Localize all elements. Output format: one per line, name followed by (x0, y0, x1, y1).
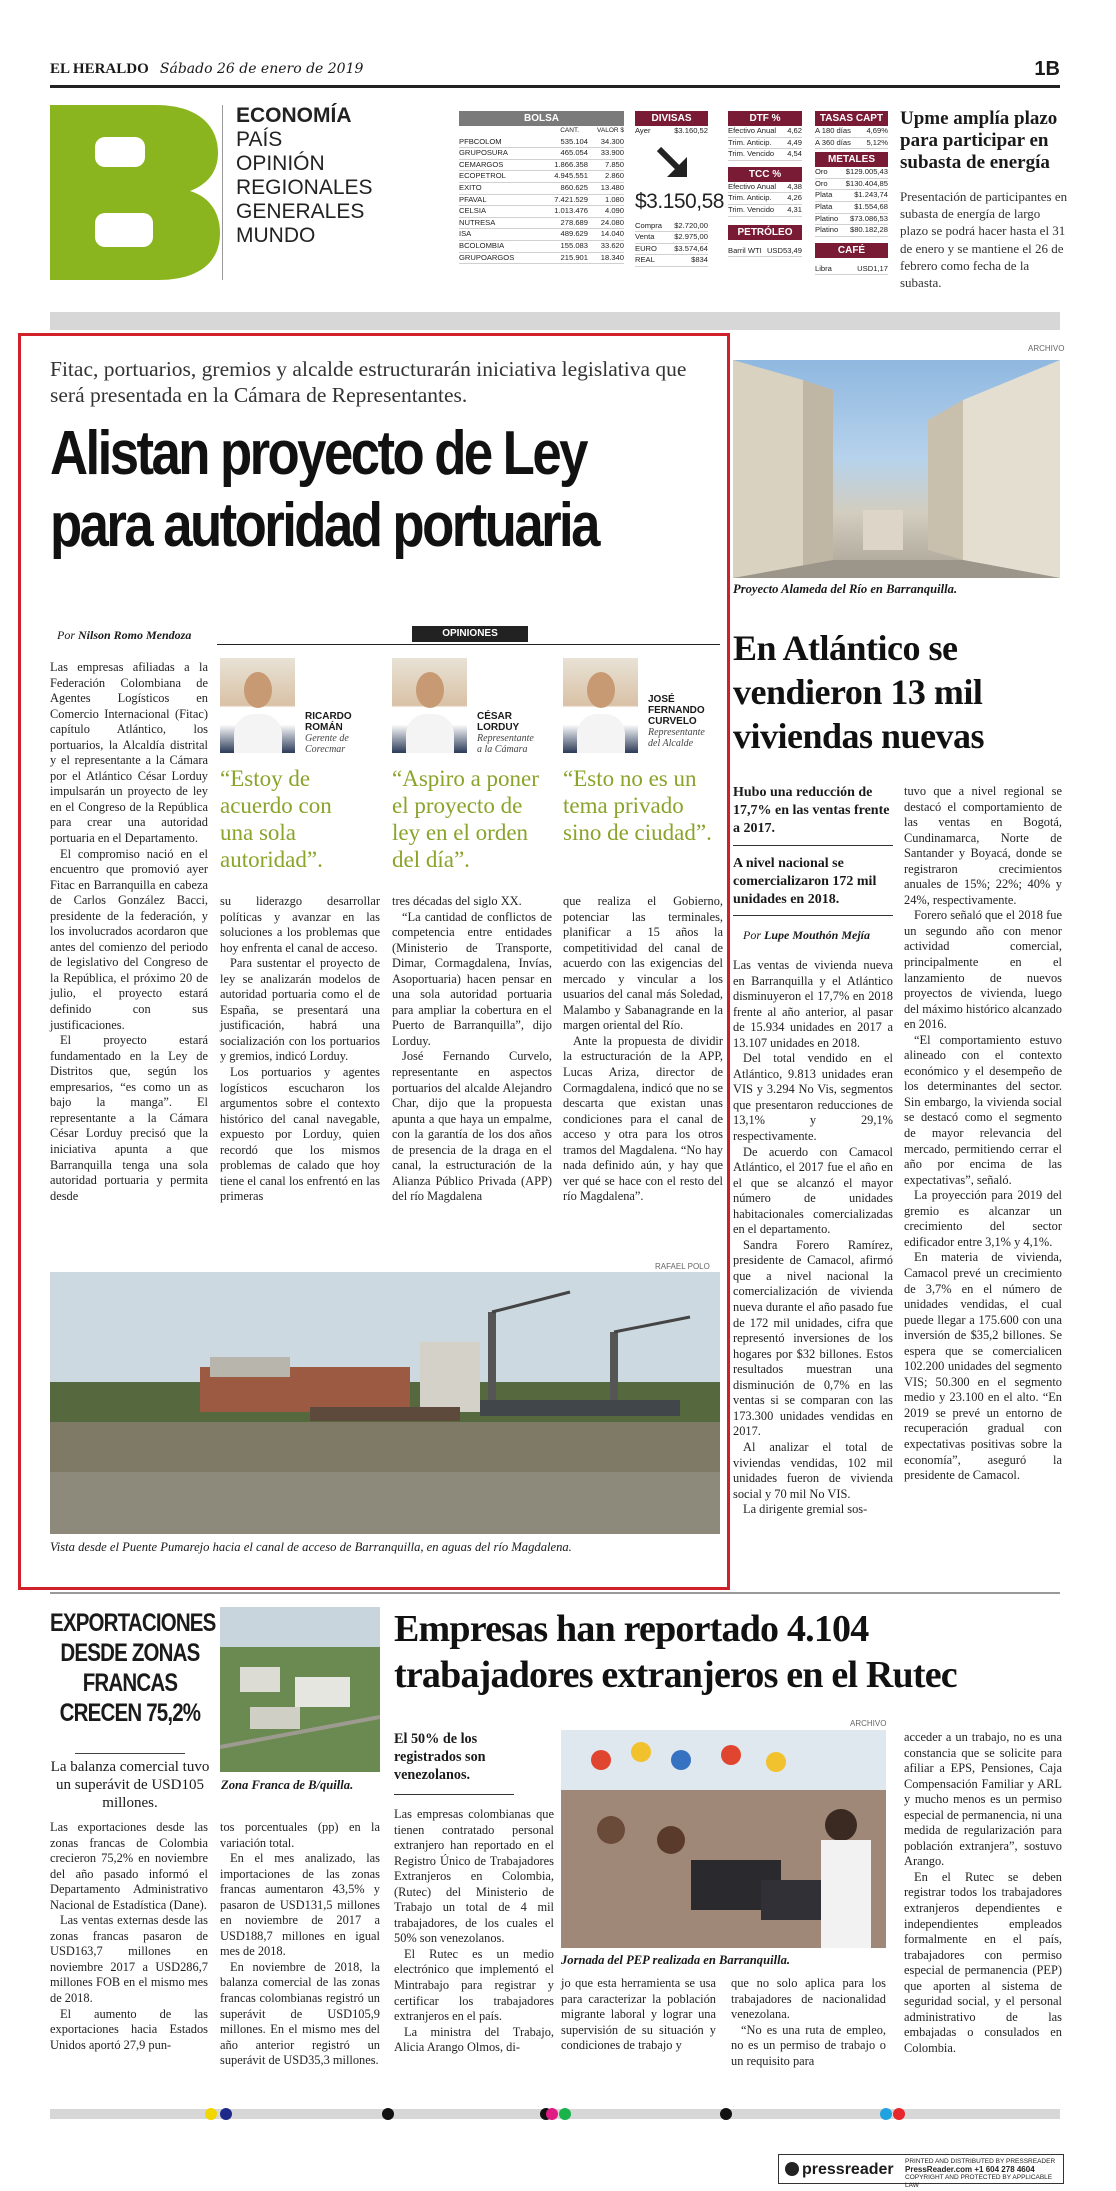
market-cell: Trim. Anticip. (728, 193, 772, 203)
opinion-role: Gerente de (305, 733, 349, 744)
paper-name: EL HERALDO (50, 61, 149, 77)
atlantico-column-2 (904, 784, 1062, 1484)
lead-paragraph: José Fernando Curvelo, representante en aspectos portuarios del alcalde Alejandro Char, dijo que la propuesta apunta a que haya un empalme, con la garantía de los dos años de presencia de la draga en el canal, la estructuración de la Alianza Público Privada (APP) del río Magdalena (392, 1049, 552, 1204)
market-row (635, 255, 708, 267)
cafe-table (815, 264, 888, 276)
market-bolsa (459, 111, 624, 264)
opiniones-rule (217, 644, 720, 645)
opinion-name: CÉSAR (477, 711, 513, 722)
legal-line: PRINTED AND DISTRIBUTED BY PRESSREADER (905, 2158, 1056, 2165)
exportaciones-paragraph: Las exportaciones desde las zonas francas de Colombia crecieron 75,2% en noviembre del año pasado informó el Departamento Administrativo Nacional de Estadística (Dane). (50, 1820, 208, 1912)
market-cell: 465.054 (560, 148, 588, 158)
market-cell: Platino (815, 213, 839, 223)
divisas-main-rate: $3.150,58 (635, 189, 724, 213)
opinion-name: JOSÉ (648, 694, 675, 705)
market-row (728, 193, 802, 205)
alameda-photo-caption: Proyecto Alameda del Río en Barranquilla. (733, 582, 958, 596)
registration-dot (546, 2108, 558, 2120)
exportaciones-headline[interactable]: EXPORTACIONES DESDE ZONAS FRANCAS CRECEN 75,2% (50, 1609, 216, 1727)
legal-line: PressReader.com +1 604 278 4604 (905, 2165, 1035, 2174)
atlantico-headline[interactable]: En Atlántico se vendieron 13 mil viviendas nuevas (733, 628, 985, 756)
market-cell: 4,49 (787, 137, 802, 147)
market-cell: PFAVAL (459, 194, 487, 204)
atlantico-paragraph: Las ventas de vivienda nueva en Barranquilla y el Atlántico disminuyeron el 17,7% en 2018 frente al año anterior, al pasar de 15.934 unidades en 2017 a 13.107 unidades en 2018. (733, 958, 893, 1050)
market-cell: 34.300 (600, 136, 624, 146)
market-cell: GRUPOSURA (459, 148, 508, 158)
market-cell: A 360 días (815, 137, 851, 147)
petroleo-table (728, 246, 802, 258)
market-cell: EXITO (459, 182, 482, 192)
market-cell: 14.040 (600, 229, 624, 239)
rutec-paragraph: En el Rutec se deben registrar todos los trabajadores extranjeros dependientes e independientes empleados formalmente en el país, trabajadores con permiso especial de permanencia (PEP) que aporten al sistema de seguridad social, y el personal administrativo de las embajadas o consulados en Colombia. (904, 1869, 1062, 2055)
photo-credit: ARCHIVO (850, 1719, 887, 1728)
market-cell: 24.080 (600, 217, 624, 227)
rutec-column-1 (394, 1807, 554, 2056)
market-row (728, 126, 802, 138)
rutec-column-2 (561, 1976, 716, 2054)
market-row (728, 149, 802, 161)
pressreader-logo (785, 2161, 894, 2179)
registration-dot (382, 2108, 394, 2120)
rutec-headline[interactable]: Empresas han reportado 4.104 trabajadores extranjeros en el Rutec (394, 1608, 957, 1696)
market-dtf (728, 111, 802, 257)
market-row (459, 160, 624, 172)
market-cell: NUTRESA (459, 217, 496, 227)
registration-dot (893, 2108, 905, 2120)
market-cell: BCOLOMBIA (459, 240, 505, 250)
market-cell: 33.900 (600, 148, 624, 158)
subhead-rule (733, 915, 893, 916)
atlantico-paragraph: “El comportamiento estuvo alineado con el contexto económico y el desempeño de los determinantes del sector. Sin embargo, la vivienda social se destacó como el segmento de mayor relevancia del mercado, permitiendo cerrar el año por encima de las expectativas”, señaló. (904, 1032, 1062, 1187)
market-row (635, 244, 708, 256)
lead-paragraph: “La cantidad de conflictos de competencia entre entidades (Ministerio de Transporte, Dimar, Cormagdalena, Invías, Asoportuaria) hacen pensar en una sola autoridad portuaria para ampliar la cobertura en el Puerto de Barranquilla”, dijo Lorduy. (392, 909, 552, 1048)
exportaciones-subhead: La balanza comercial tuvo un superávit de USD105 millones. (50, 1759, 210, 1811)
market-row (459, 195, 624, 207)
exportaciones-paragraph: tos porcentuales (pp) en la variación total. (220, 1820, 380, 1850)
market-row (728, 246, 802, 258)
rutec-paragraph: “No es una ruta de empleo, no es un permiso de trabajo o un requisito para (731, 2022, 886, 2068)
registration-dot (205, 2108, 217, 2120)
market-cell: Trim. Anticip. (728, 137, 772, 147)
port-illustration (50, 1272, 720, 1534)
market-cell: $80.182,28 (849, 225, 888, 235)
lead-headline-line2: para autoridad portuaria (50, 491, 598, 560)
rutec-paragraph: La ministra del Trabajo, Alicia Arango Olmos, di- (394, 2024, 554, 2055)
exportaciones-column-2 (220, 1820, 380, 2069)
lead-paragraph: tres décadas del siglo XX. (392, 894, 522, 908)
rutec-column-3 (731, 1976, 886, 2069)
market-cell: Efectivo Anual (728, 181, 777, 191)
market-divisas (635, 111, 724, 267)
section-item-mundo[interactable]: MUNDO (236, 224, 316, 247)
market-cell: 4,69% (866, 126, 888, 135)
opinion-name-block (477, 711, 552, 755)
petroleo-title: PETRÓLEO (728, 225, 802, 240)
section-divider (50, 1592, 1060, 1594)
exportaciones-paragraph: En el mes analizado, las importaciones de las zonas francas aumentaron 43,5% y pasaron de USD131,5 millones en noviembre de 2017 a USD188,7 millones en igual mes de 2018. (220, 1851, 380, 1959)
market-cell: $130.404,85 (845, 178, 888, 188)
opinion-name: RICARDO (305, 711, 352, 722)
market-cell: 4,54 (787, 149, 802, 159)
section-item-opinion[interactable]: OPINIÓN (236, 152, 325, 175)
divisas-ayer-label: Ayer (635, 126, 651, 135)
section-divider (222, 105, 223, 280)
photo-credit: RAFAEL POLO (655, 1262, 710, 1271)
issue-date: Sábado 26 de enero de 2019 (159, 61, 364, 77)
section-list (236, 104, 446, 248)
market-cell: 1.866.358 (554, 159, 588, 169)
exportaciones-paragraph: En noviembre de 2018, la balanza comercial de las zonas francas colombianas registró un superávit de USD105,9 millones. En el mismo mes del año anterior registró un superávit de USD35,3 millones. (220, 1959, 380, 2068)
section-item-regionales[interactable]: REGIONALES (236, 176, 373, 199)
atlantico-paragraph: La proyección para 2019 del gremio es alcanzar un crecimiento del sector edificador entre 3,1% y 4,1%. (904, 1188, 1062, 1249)
exportaciones-paragraph: El aumento de las exportaciones hacia Estados Unidos aportó 27,9 pun- (50, 2006, 208, 2052)
lead-column-3 (392, 894, 552, 1205)
pressreader-badge[interactable] (778, 2154, 1064, 2189)
atlantico-paragraph: En materia de vivienda, Camacol prevé un crecimiento de 3,7% en el número de unidades vendidas, el cual puede llegar a 175.600 con una inversión de $35,2 billones. Se espera que se comercialicen 102.200 unidades del segmento VIS; 50.300 en el segmento medio y 23.100 en el alto. “En 2019 se prevé un entorno de recuperación gradual con expectativas positivas sobre la economía”, aseguró la presidente de Camacol. (904, 1250, 1062, 1483)
opinion-role: a la Cámara (477, 744, 528, 755)
market-cell: Barril WTI (728, 245, 762, 255)
market-row (728, 182, 802, 194)
zona-franca-caption: Zona Franca de B/quilla. (221, 1778, 354, 1792)
rutec-paragraph: que no solo aplica para los trabajadores de nacionalidad venezolana. (731, 1976, 886, 2022)
tasas-table (815, 126, 888, 149)
port-photo[interactable] (50, 1272, 720, 1534)
metales-table (815, 167, 888, 237)
market-cell: $2.975,00 (674, 232, 708, 242)
market-cell: 7.421.529 (554, 194, 588, 204)
market-cell: $834 (691, 255, 708, 265)
rutec-paragraph: acceder a un trabajo, no es una constancia que se solicite para afiliar a EPS, Pensiones, Caja Compensación Familiar y ARL y mucho menos es un permiso especial de permanencia, ni una medida de regularización para población extranjera”, sostuvo Arango. (904, 1730, 1062, 1869)
rutec-paragraph: Las empresas colombianas que tienen contratado personal extranjero han reportado en el Registro Único de Trabajadores Extranjeros en Colombia, (Rutec) del Ministerio de Trabajo un total de 4 mil trabajadores, de los cuales el 50% son venezolanos. (394, 1807, 554, 1946)
market-cell: 4,31 (787, 204, 802, 214)
pressreader-logo-text: pressreader (802, 2161, 894, 2178)
market-row (815, 190, 888, 202)
market-cell: $1.554,68 (854, 201, 888, 211)
market-row (459, 241, 624, 253)
lead-column-4 (563, 894, 723, 1205)
market-cell: PFBCOLOM (459, 136, 502, 146)
divisas-title: DIVISAS (635, 111, 708, 126)
atlantico-paragraph: Sandra Forero Ramírez, presidente de Camacol, afirmó que a nivel nacional la comercialización de vivienda nueva durante el año pasado fue de 172 mil unidades, cifra que representó inversiones de los hogares por $32 billones. Estos resultados muestran una disminución de 0,7% en las ventas si se comparan con las 173.300 unidades vendidas en 2017. (733, 1237, 893, 1439)
pep-photo-caption: Jornada del PEP realizada en Barranquilla. (561, 1953, 791, 1967)
market-cell: 7.850 (604, 159, 624, 169)
exportaciones-paragraph: Las ventas externas desde las zonas francas pasaron de USD163,7 millones en noviembre 2017 a USD286,7 millones FOB en el mismo mes de 2018. (50, 1913, 208, 2006)
market-cell: Efectivo Anual (728, 126, 777, 135)
pressreader-legal (905, 2158, 1063, 2190)
opinion-quote: “Esto no es un tema privado sino de ciudad”. (563, 766, 712, 845)
metales-title: METALES (815, 152, 888, 167)
lead-column-1 (50, 660, 208, 1204)
market-row (815, 225, 888, 237)
registration-dot (720, 2108, 732, 2120)
market-row (728, 138, 802, 150)
market-cell: 13.480 (600, 182, 624, 192)
market-cell: Trim. Vencido (728, 204, 775, 214)
lead-paragraph: El compromiso nació en el encuentro que promovió ayer Fitac en Barranquilla en cabeza de Carlos González Bacci, presidente de la federación, y los involucrados acordaron que antes del comienzo del periodo de legislativo del Congreso de la República, el próximo 20 de julio, el proyecto estará definido con sus justificaciones. (50, 846, 208, 1032)
market-cell: 18.340 (600, 252, 624, 262)
market-row (459, 206, 624, 218)
market-cell: 4.945.551 (554, 171, 588, 181)
atlantico-byline (743, 928, 870, 943)
market-cell: 2.860 (604, 171, 624, 181)
market-cell: 489.629 (560, 229, 588, 239)
market-cell: 33.620 (600, 240, 624, 250)
market-row (459, 171, 624, 183)
opinion-cesar-lorduy (392, 658, 552, 873)
registration-dot (559, 2108, 571, 2120)
legal-line: COPYRIGHT AND PROTECTED BY APPLICABLE LAW (905, 2174, 1053, 2189)
subhead-rule (394, 1794, 514, 1795)
market-cell: 4,62 (787, 126, 802, 135)
opinion-name-block (305, 711, 380, 755)
tcc-title: TCC % (728, 167, 802, 182)
lead-paragraph: que realiza el Gobierno, potenciar las terminales, planificar a 15 años la competitividad del canal de acuerdo con las exigencias del mercado y vincular a los usuarios del canal más Soledad, Malambo y Sabanagrande en la margen oriental del Río. (563, 894, 723, 1033)
opiniones-label: OPINIONES (412, 626, 528, 642)
market-cell: 5,12% (866, 137, 888, 147)
dtf-title: DTF % (728, 111, 802, 126)
market-cell: Oro (815, 178, 828, 188)
opinion-role: Corecmar (305, 744, 346, 755)
market-cell: REAL (635, 255, 655, 265)
market-cell: 860.625 (560, 182, 588, 192)
section-b-logo (50, 105, 220, 280)
lead-paragraph: Ante la propuesta de dividir la estructuración de la APP, Lucas Ariza, director de Cormagdalena, indicó que no se descarta que existan unas condiciones para el canal de acceso y otra para los otros tramos del Magdalena. “No hay nada definido aún, y hay que ver qué se hace con el resto del río Magdalena”. (563, 1033, 723, 1204)
market-row (459, 229, 624, 241)
market-cell: 4.090 (604, 206, 624, 216)
market-cell: Plata (815, 201, 833, 211)
down-arrow-icon (635, 137, 708, 189)
market-row (815, 214, 888, 226)
market-cell: 4,38 (787, 181, 802, 191)
market-row (459, 183, 624, 195)
market-cell: $2.720,00 (674, 220, 708, 230)
opinion-name: LORDUY (477, 722, 520, 733)
market-cell: 278.689 (560, 217, 588, 227)
portrait-jose-fernando-curvelo (563, 658, 638, 753)
alameda-photo[interactable] (733, 360, 1060, 578)
section-item-economia[interactable]: ECONOMÍA (236, 104, 352, 127)
byline-author: Lupe Mouthón Mejía (764, 928, 871, 942)
market-cell: Plata (815, 190, 833, 200)
port-photo-caption: Vista desde el Puente Pumarejo hacia el canal de acceso de Barranquilla, en aguas del río Magdalena. (50, 1540, 572, 1554)
market-row (815, 167, 888, 179)
opinion-name: CURVELO (648, 716, 697, 727)
section-item-generales[interactable]: GENERALES (236, 200, 365, 223)
market-cell: USD1,17 (857, 263, 888, 273)
aerial-illustration (220, 1607, 380, 1772)
lead-byline (57, 628, 191, 643)
zona-franca-photo[interactable] (220, 1607, 380, 1772)
people-illustration (561, 1730, 886, 1948)
exportaciones-column-1 (50, 1820, 208, 2053)
market-row (459, 253, 624, 265)
pep-photo[interactable] (561, 1730, 886, 1948)
market-cell: Libra (815, 263, 832, 273)
lead-paragraph: Las empresas afiliadas a la Federación Colombiana de Agentes Logísticos en Comercio Internacional (Fitac) capítulo Atlántico, los portuarios, la Alcaldía distrital y el representante a la Cámara por el Atlántico César Lorduy impulsarán un proyecto de ley en el Congreso de la República para crear una autoridad portuaria en el Departamento. (50, 660, 208, 846)
lead-paragraph: Para sustentar el proyecto de ley se analizarán modelos de autoridad portuaria como el de España, se presentará una justificación, habrá una socialización con los portuarios y gremios, indicó Lorduy. (220, 956, 380, 1064)
market-cell: Trim. Vencido (728, 149, 775, 159)
rutec-paragraph: jo que esta herramienta se usa para caracterizar la población migrante laboral y lograr una supervisión de su situación y condiciones de trabajo y (561, 1976, 716, 2053)
page-number: 1B (1034, 58, 1060, 80)
registration-dot (220, 2108, 232, 2120)
market-row (635, 221, 708, 233)
market-row (728, 205, 802, 217)
market-row (815, 126, 888, 138)
opinion-name-block (648, 694, 723, 749)
opinion-ricardo-roman (220, 658, 380, 873)
dtf-table (728, 126, 802, 161)
divisas-table (635, 221, 708, 267)
byline-prefix: Por (57, 628, 75, 642)
market-cell: CEMARGOS (459, 159, 504, 169)
page-header (50, 58, 1060, 88)
divisas-ayer-value: $3.160,52 (674, 126, 708, 135)
rutec-subhead: El 50% de los registrados son venezolanos. (394, 1731, 486, 1783)
market-row (815, 264, 888, 276)
opinion-quote: “Aspiro a poner el proyecto de ley en el orden del día”. (392, 766, 539, 872)
lead-headline[interactable] (50, 418, 722, 562)
market-cell: Compra (635, 220, 663, 230)
buildings-illustration (733, 360, 1060, 578)
pressreader-icon (785, 2162, 799, 2176)
market-cell: Oro (815, 167, 828, 177)
atlantico-subhead-2: A nivel nacional se comercializaron 172 mil unidades en 2018. (733, 856, 877, 907)
atlantico-paragraph: Del total vendido en el Atlántico, 9.813 unidades eran VIS y 3.294 No Vis, segmentos que presentaron reducciones de 13,1% y 29,1% respectivamente. (733, 1051, 893, 1144)
market-cell: 155.083 (560, 240, 588, 250)
atlantico-paragraph: tuvo que a nivel regional se destacó el comportamiento de las ventas en Bogotá, Cundinamarca, Norte de Santander y Boyacá, donde se registraron crecimientos anuales de 15%; 22%; 40% y 24%, respectivamente. (904, 784, 1062, 907)
market-cell: ECOPETROL (459, 171, 506, 181)
opinion-role: del Alcalde (648, 738, 694, 749)
market-row (459, 218, 624, 230)
subhead-rule (733, 845, 893, 846)
rutec-paragraph: El Rutec es un medio electrónico que implementó el Mintrabajo para registrar y certificar los trabajadores extranjeros en el país. (394, 1946, 554, 2024)
market-cell: CELSIA (459, 206, 487, 216)
market-cell: 535.104 (560, 136, 588, 146)
market-tasas (815, 111, 888, 275)
byline-prefix: Por (743, 928, 761, 942)
lead-headline-line1: Alistan proyecto de Ley (50, 419, 586, 488)
market-cell: A 180 días (815, 126, 851, 135)
opinion-quote: “Estoy de acuerdo con una sola autoridad”. (220, 766, 332, 872)
section-item-pais[interactable]: PAÍS (236, 128, 283, 151)
atlantico-subhead-1: Hubo una reducción de 17,7% en las ventas frente a 2017. (733, 785, 890, 836)
market-row (815, 202, 888, 214)
lead-kicker: Fitac, portuarios, gremios y alcalde estructurarán iniciativa legislativa que será presentada en la Cámara de Representantes. (50, 357, 687, 407)
byline-author: Nilson Romo Mendoza (78, 628, 192, 642)
lead-paragraph: Los portuarios y agentes logísticos escucharon los argumentos sobre el contexto histórico del canal navegable, expuesto por Lorduy, quien recordó que los mismos problemas de calado que hoy tiene el canal los enfrentó en las primeras (220, 1065, 380, 1204)
bolsa-title: BOLSA (459, 111, 624, 126)
market-cell: 1.080 (604, 194, 624, 204)
opinion-name: FERNANDO (648, 705, 705, 716)
market-cell: Platino (815, 225, 839, 235)
atlantico-paragraph: De acuerdo con Camacol Atlántico, el 2017 fue el año en el que se alcanzó el mayor número de unidades habitacionales comercializadas en el departamento. (733, 1144, 893, 1237)
market-cell: $129.005,43 (845, 167, 888, 177)
market-cell: 1.013.476 (554, 206, 588, 216)
market-cell: 4,26 (787, 193, 802, 203)
subhead-rule (75, 1753, 185, 1754)
market-row (815, 179, 888, 191)
portrait-ricardo-roman (220, 658, 295, 753)
opinion-name: ROMÁN (305, 722, 343, 733)
upme-body: Presentación de participantes en subasta de energía de largo plazo se podrá hacer hasta el 31 de enero y se mantiene el 26 de febrero como fecha de la subasta. (900, 189, 1068, 291)
photo-credit: ARCHIVO (1028, 344, 1065, 353)
market-cell: $3.574,64 (674, 243, 708, 253)
lead-paragraph: su liderazgo desarrollar políticas y avanzar en las soluciones a los problemas que hoy enfrenta el canal de acceso. (220, 894, 380, 955)
market-cell: USD53,49 (766, 245, 802, 255)
cafe-title: CAFÉ (815, 243, 888, 258)
rutec-column-4 (904, 1730, 1062, 2056)
market-cell: EURO (635, 243, 657, 253)
opinion-role: Representante (477, 733, 534, 744)
atlantico-paragraph: Al analizar el total de viviendas vendidas, 102 mil unidades fueron de vivienda social y 70 mil No VIS. (733, 1439, 893, 1501)
market-cell: GRUPOARGOS (459, 252, 515, 262)
lead-paragraph: El proyecto estará fundamentado en la Ley de Distritos que, según los empresarios, “es como un as bajo la manga”. El representante a la Cámara César Lorduy precisó que la iniciativa apunta a que Barranquilla tenga una sola autoridad portuaria y permita desde (50, 1033, 208, 1203)
market-cell: $73.086,53 (849, 213, 888, 223)
opinion-role: Representante (648, 727, 705, 738)
section-b-glyph (50, 105, 220, 280)
upme-headline[interactable]: Upme amplía plazo para participar en subasta de energía (900, 108, 1058, 173)
market-cell: ISA (459, 229, 472, 239)
tasas-title: TASAS CAPT (815, 111, 888, 126)
market-row (815, 138, 888, 150)
market-row (459, 148, 624, 160)
market-cell: Venta (635, 232, 655, 242)
market-cell: $1.243,74 (854, 190, 888, 200)
tcc-table (728, 182, 802, 217)
separator-band (50, 312, 1060, 330)
registration-dot (880, 2108, 892, 2120)
atlantico-paragraph: La dirigente gremial sos- (743, 1502, 868, 1517)
bolsa-col-cant: CANT. (560, 127, 580, 134)
atlantico-column-1 (733, 958, 893, 1518)
lead-column-2 (220, 894, 380, 1205)
bolsa-table (459, 137, 624, 265)
portrait-cesar-lorduy (392, 658, 467, 753)
market-row (635, 232, 708, 244)
market-row (459, 137, 624, 149)
opinion-jose-fernando-curvelo (563, 658, 723, 846)
bolsa-col-valor: VALOR $ (597, 127, 624, 134)
atlantico-paragraph: Forero señaló que el 2018 fue un segundo año con menor actividad comercial, principalmente en el lanzamiento de nuevos proyectos de vivienda, luego del máximo histórico alcanzado en 2016. (904, 908, 1062, 1032)
market-cell: 215.901 (560, 252, 588, 262)
